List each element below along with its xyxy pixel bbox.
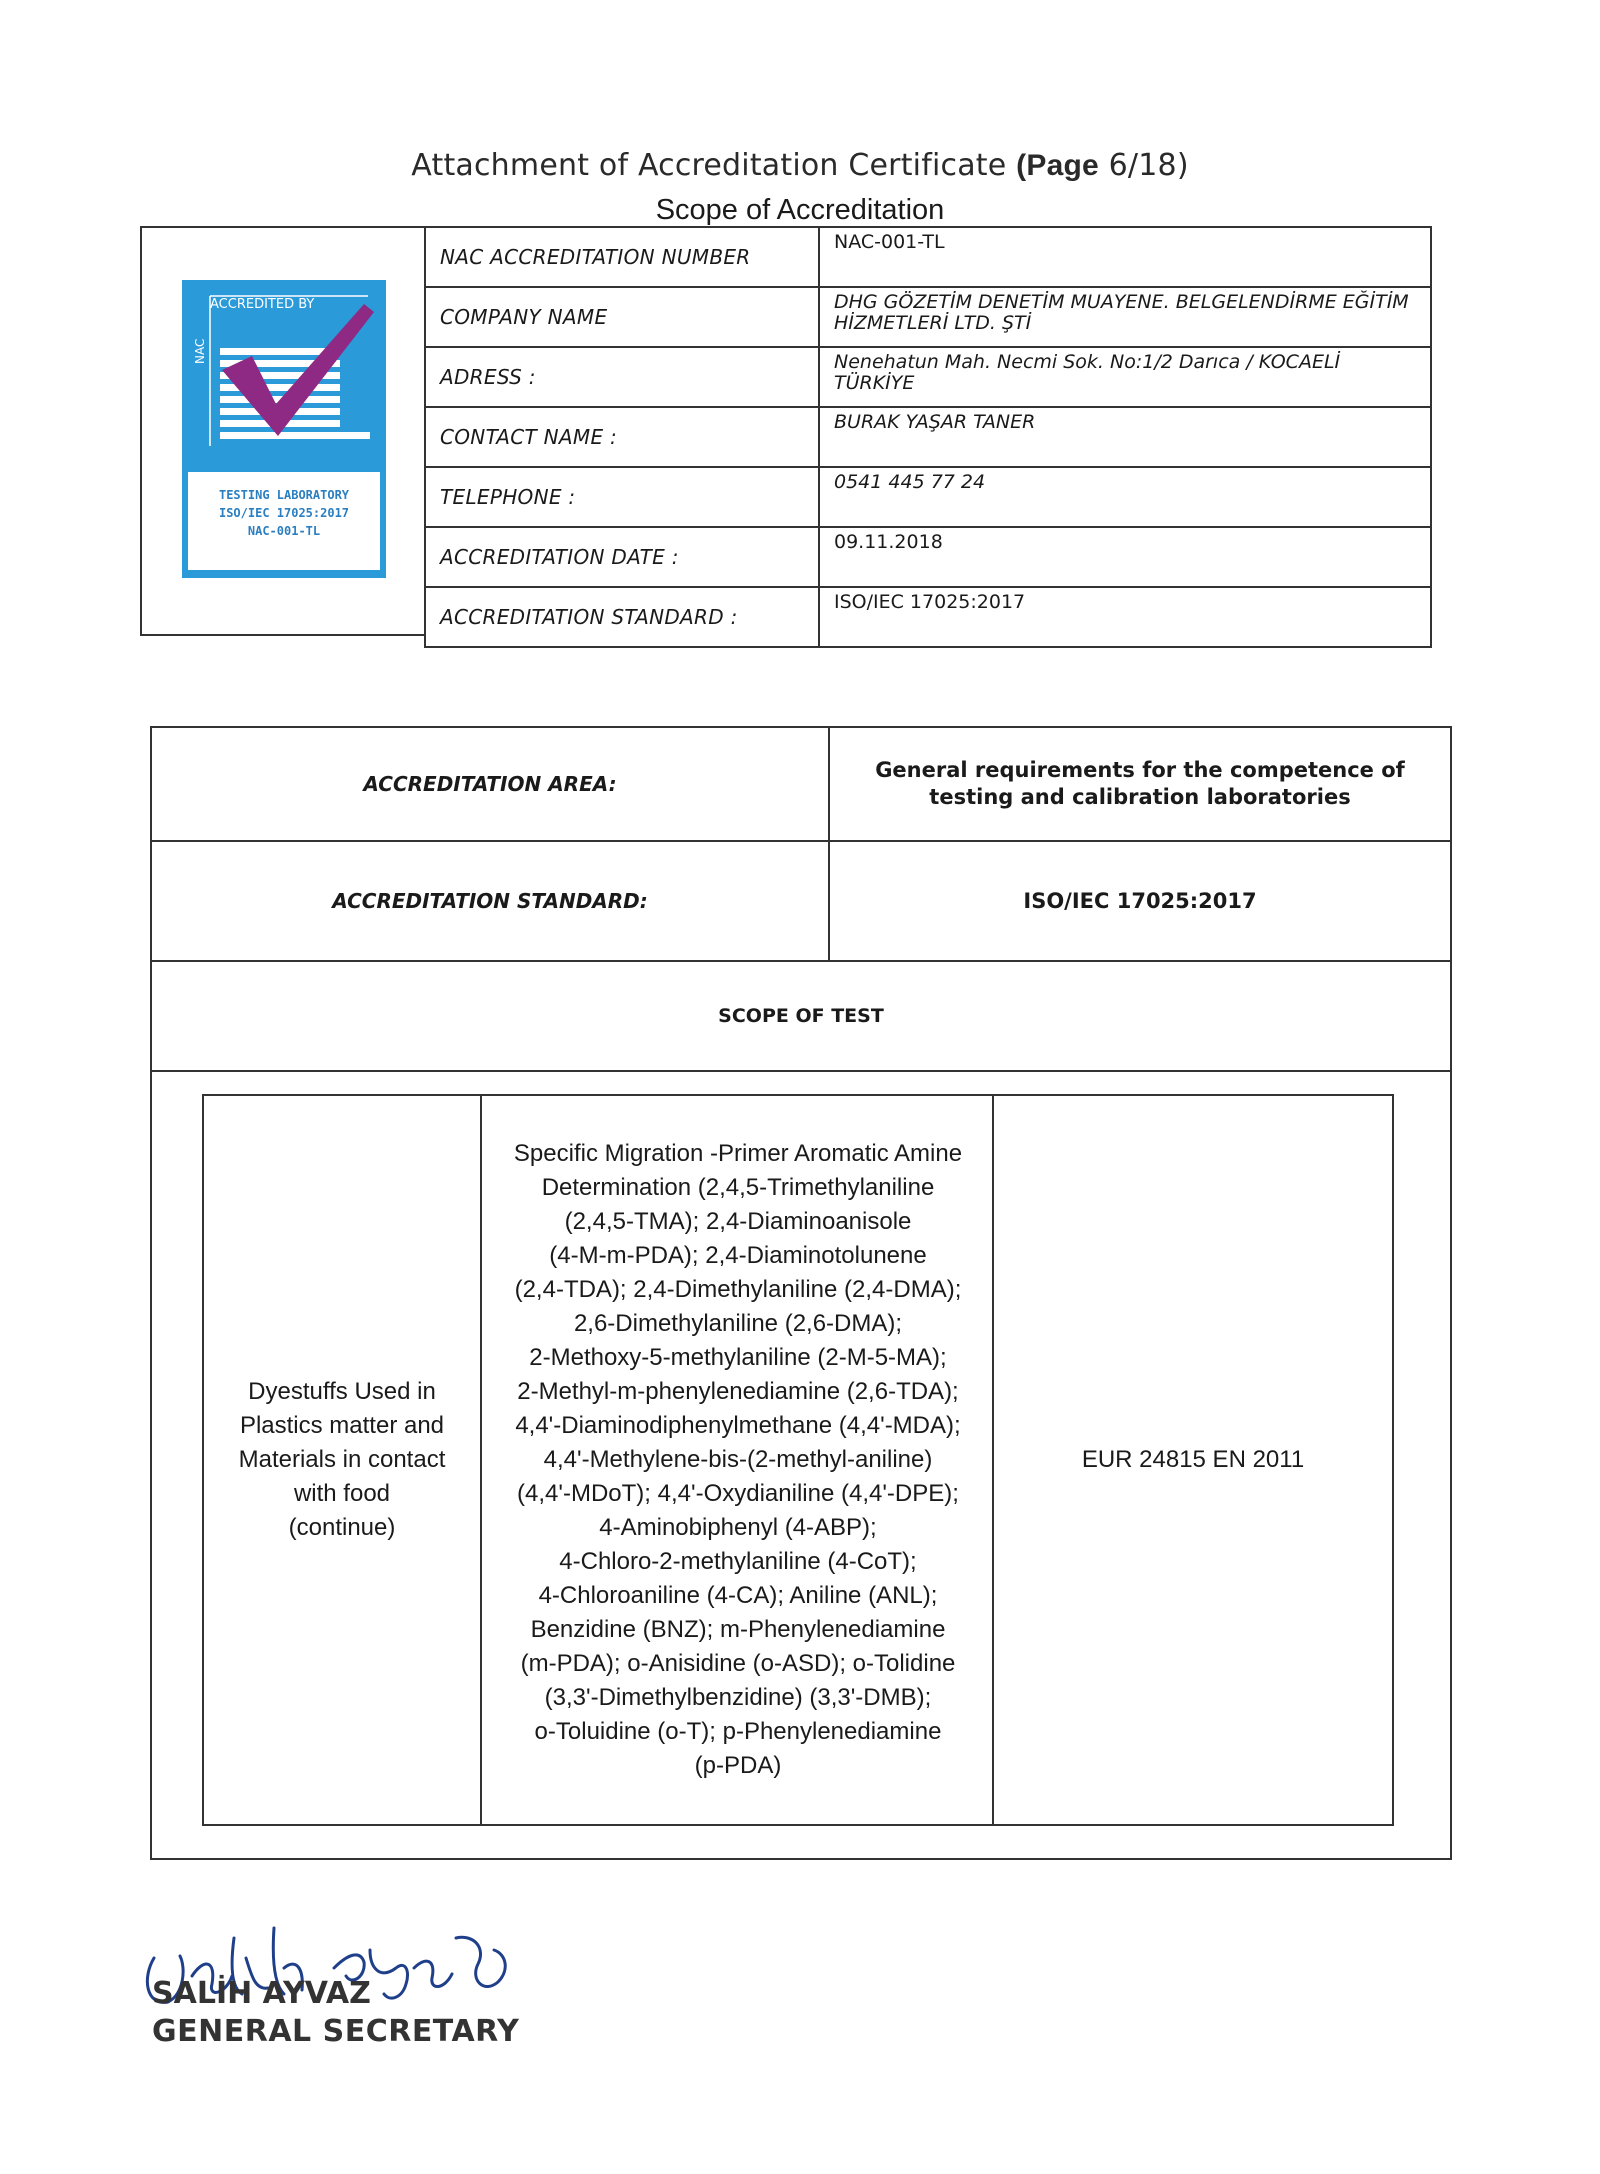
info-row xyxy=(425,407,1431,467)
info-row xyxy=(425,527,1431,587)
info-value: 0541 445 77 24 xyxy=(819,467,1431,527)
scope-of-test-heading: SCOPE OF TEST xyxy=(152,962,1450,1072)
logo-line-2: ISO/IEC 17025:2017 xyxy=(218,506,350,520)
info-value: NAC-001-TL xyxy=(819,227,1431,287)
info-value: 09.11.2018 xyxy=(819,527,1431,587)
info-label: CONTACT NAME : xyxy=(425,407,819,467)
logo-caption xyxy=(188,472,380,570)
logo-cell xyxy=(140,226,426,636)
test-scope-table xyxy=(202,1094,1394,1826)
accreditation-area-value: General requirements for the competence of testing and calibration laboratories xyxy=(875,758,1405,809)
scope-table xyxy=(150,726,1452,1860)
check-mark-icon xyxy=(188,286,380,462)
logo-accredited-by: ACCREDITED BY xyxy=(210,297,315,312)
material-cell xyxy=(204,1096,482,1824)
info-row xyxy=(425,347,1431,407)
logo-line-3: NAC-001-TL xyxy=(247,524,321,538)
test-cell xyxy=(484,1096,994,1824)
info-value: ISO/IEC 17025:2017 xyxy=(819,587,1431,647)
info-label: COMPANY NAME xyxy=(425,287,819,347)
info-label: ACCREDITATION DATE : xyxy=(425,527,819,587)
info-row xyxy=(425,287,1431,347)
logo-nac-text: NAC xyxy=(193,338,207,364)
info-table xyxy=(424,226,1432,648)
method-cell xyxy=(996,1096,1390,1824)
signatory-name: SALİH AYVAZ xyxy=(152,1976,371,2011)
info-label: ACCREDITATION STANDARD : xyxy=(425,587,819,647)
info-label: ADRESS : xyxy=(425,347,819,407)
material-text: Dyestuffs Used in Plastics matter and Materials in contact with food (continue) xyxy=(238,1378,446,1541)
info-value: Nenehatun Mah. Necmi Sok. No:1/2 Darıca / KOCAELİ TÜRKİYE xyxy=(819,347,1431,407)
method-text: EUR 24815 EN 2011 xyxy=(1081,1446,1305,1473)
info-row xyxy=(425,227,1431,287)
logo-line-1: TESTING LABORATORY xyxy=(218,488,350,502)
page-subtitle: Scope of Accreditation xyxy=(655,194,945,226)
accreditation-standard-label: ACCREDITATION STANDARD: xyxy=(152,842,830,960)
accreditation-standard-row xyxy=(152,842,1450,962)
test-text: Specific Migration -Primer Aromatic Amine Determination (2,4,5-Trimethylaniline (2,4,5-TMA); 2,4-Diaminoanisole (4-M-m-PDA); 2,4-Diaminotolunene (2,4-TDA); 2,4-Dimethylaniline (2,4-DMA); 2,6-Dimethylaniline (2,6-DMA); 2-Methoxy-5-methylaniline (2-M-5-MA); 2-Methyl-m-phenylenediamine (2,6-TDA); 4,4'-Diaminodiphenylmethane (4,4'-MDA); 4,4'-Methylene-bis-(2-methyl-aniline) (4,4'-MDoT); 4,4'-Oxydianiline (4,4'-DPE); 4-Aminobiphenyl (4-ABP); 4-Chloro-2-methylaniline (4-CoT); 4-Chloroaniline (4-CA); Aniline (ANL); Benzidine (BNZ); m-Phenylenediamine (m-PDA); o-Anisidine (o-ASD); o-Tolidine (3,3'-Dimethylbenzidine) (3,3'-DMB); o-Toluidine (o-T); p-Phenylenediamine (p-PDA) xyxy=(513,1140,963,1779)
accreditation-info-block xyxy=(140,226,1434,634)
signatory-title: GENERAL SECRETARY xyxy=(152,2014,520,2049)
info-value: BURAK YAŞAR TANER xyxy=(819,407,1431,467)
logo-emblem xyxy=(188,286,380,462)
info-label: NAC ACCREDITATION NUMBER xyxy=(425,227,819,287)
accreditation-standard-value: ISO/IEC 17025:2017 xyxy=(1023,888,1257,913)
info-label: TELEPHONE : xyxy=(425,467,819,527)
page-label: Page xyxy=(1026,149,1099,182)
page-title: Attachment of Accreditation Certificate (Page 6/18) xyxy=(411,148,1189,183)
info-value: DHG GÖZETİM DENETİM MUAYENE. BELGELENDİRME EĞİTİM HİZMETLERİ LTD. ŞTİ xyxy=(819,287,1431,347)
page-number: 6/18 xyxy=(1108,148,1177,183)
accreditation-area-label: ACCREDITATION AREA: xyxy=(152,728,830,840)
nac-logo xyxy=(182,280,386,578)
info-row xyxy=(425,587,1431,647)
accreditation-area-row xyxy=(152,728,1450,842)
title-text: Attachment of Accreditation Certificate xyxy=(411,148,1007,183)
info-row xyxy=(425,467,1431,527)
